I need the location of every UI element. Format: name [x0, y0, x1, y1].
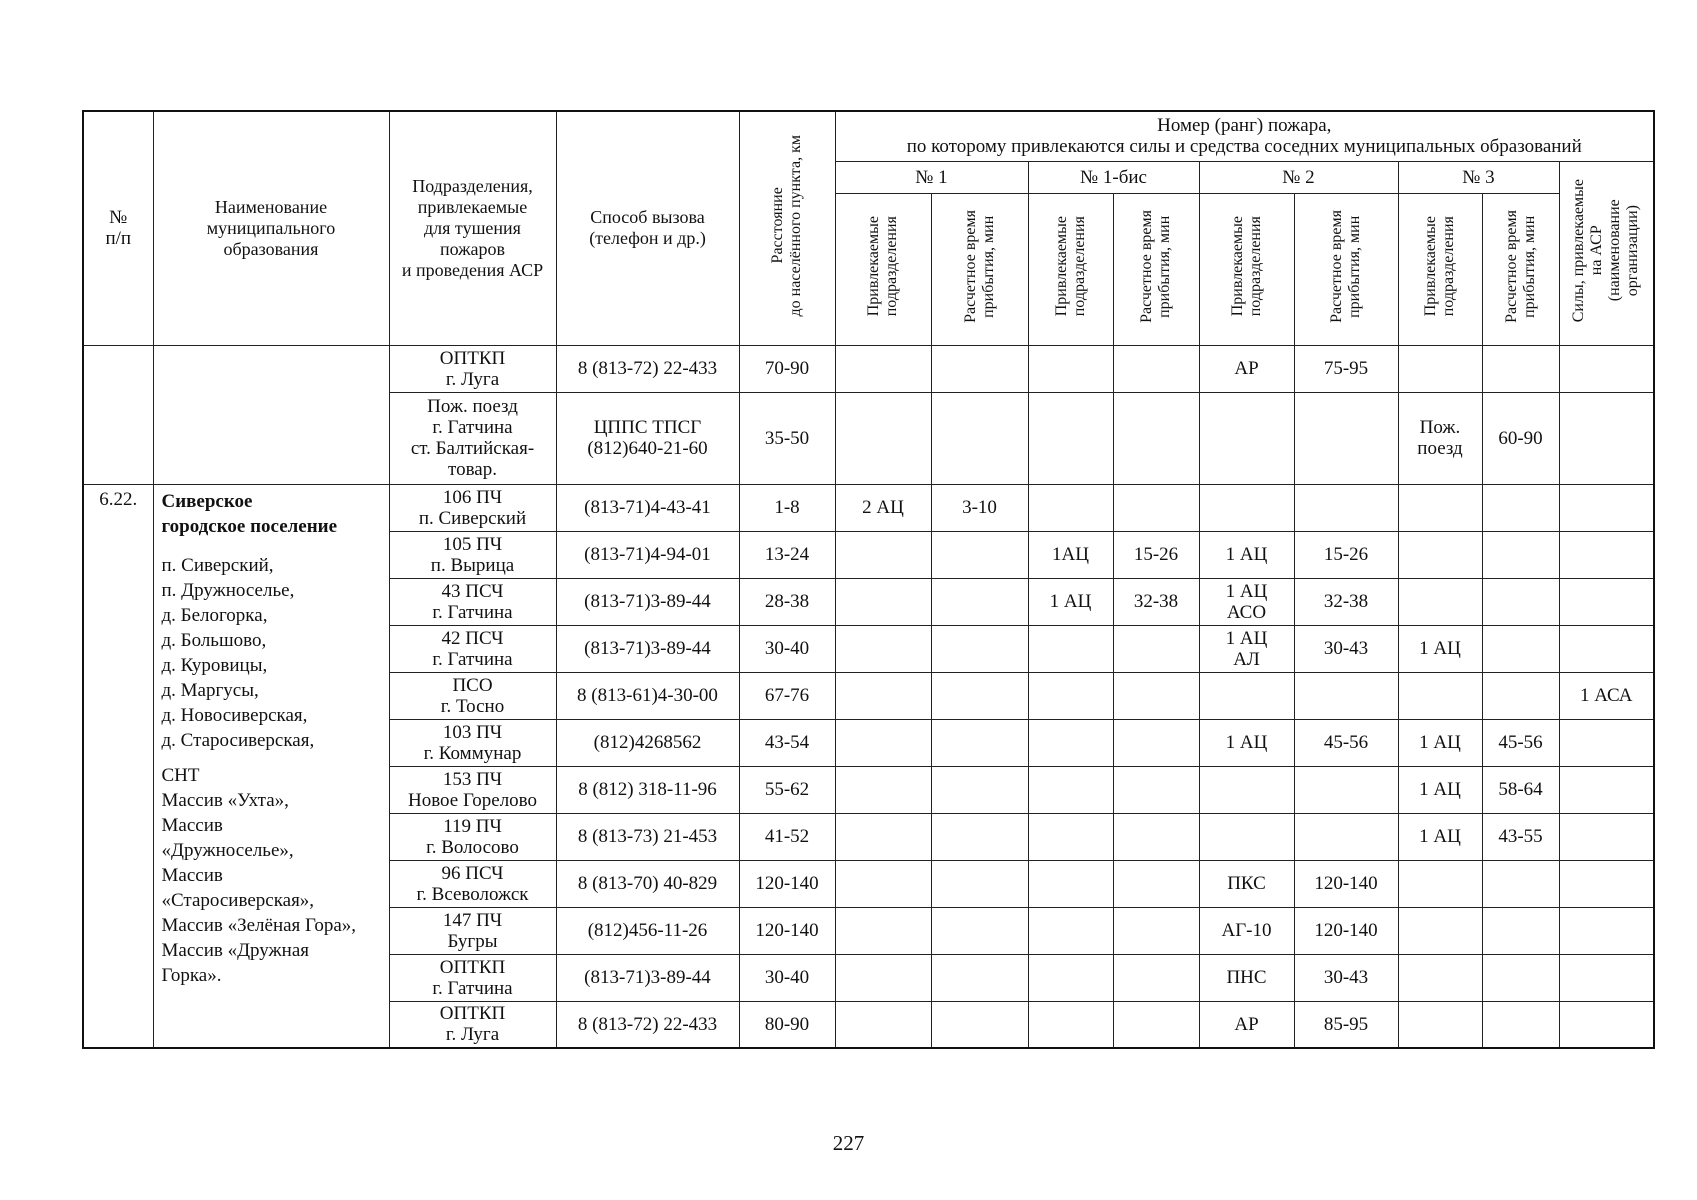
- rank-value-cell: [1199, 392, 1294, 484]
- header-arrival-3: Расчетное время прибытия, мин: [1502, 210, 1538, 323]
- distance-cell: 120-140: [739, 907, 835, 954]
- rank-value-cell: 32-38: [1113, 578, 1199, 625]
- header-engaged-cell: [835, 193, 931, 345]
- rank-value-cell: [931, 907, 1028, 954]
- header-arrival-2: Расчетное время прибытия, мин: [1328, 210, 1363, 323]
- rank-value-cell: [835, 345, 931, 392]
- rank-value-cell: АР: [1199, 1001, 1294, 1048]
- rank-value-cell: [1294, 766, 1398, 813]
- header-units: Подразделения, привлекаемые для тушения пожаров и проведения АСР: [389, 111, 556, 345]
- rank-value-cell: [931, 578, 1028, 625]
- header-arrival-cell: [1294, 193, 1398, 345]
- rank-value-cell: [1559, 625, 1654, 672]
- rank-value-cell: [1482, 484, 1559, 531]
- header-distance-cell: [739, 111, 835, 345]
- rank-value-cell: [1028, 625, 1113, 672]
- header-arrival-1: Расчетное время прибытия, мин: [961, 210, 997, 323]
- rank-value-cell: [1113, 345, 1199, 392]
- rank-value-cell: [931, 672, 1028, 719]
- rank-value-cell: ПКС: [1199, 860, 1294, 907]
- rank-value-cell: [835, 954, 931, 1001]
- rank-value-cell: [1482, 345, 1559, 392]
- header-engaged-cell: [1028, 193, 1113, 345]
- rank-value-cell: 1 АСА: [1559, 672, 1654, 719]
- rank-value-cell: [1113, 813, 1199, 860]
- num-cell-blank: [83, 345, 153, 484]
- rank-value-cell: [1113, 484, 1199, 531]
- mo-cell-blank: [153, 345, 389, 484]
- rank-value-cell: [1199, 766, 1294, 813]
- rank-value-cell: ПНС: [1199, 954, 1294, 1001]
- header-rank-3: № 3: [1398, 161, 1559, 193]
- call-method-cell: (813-71)4-43-41: [556, 484, 739, 531]
- header-engaged-2: Привлекаемые подразделения: [1228, 216, 1264, 317]
- rank-value-cell: [1398, 1001, 1482, 1048]
- rank-value-cell: [1113, 1001, 1199, 1048]
- snt-list: СНТ Массив «Ухта», Массив «Дружноселье», Массив «Старосиверская», Массив «Зелёная Гора», Массив «Дружная Горка».: [161, 764, 357, 986]
- rank-value-cell: [1294, 484, 1398, 531]
- header-engaged-cell: [1398, 193, 1482, 345]
- rank-value-cell: [931, 392, 1028, 484]
- rank-value-cell: 3-10: [931, 484, 1028, 531]
- rank-value-cell: 45-56: [1294, 719, 1398, 766]
- unit-cell: 153 ПЧ Новое Горелово: [389, 766, 556, 813]
- rank-value-cell: 1 АЦ: [1398, 625, 1482, 672]
- distance-cell: 30-40: [739, 954, 835, 1001]
- rank-value-cell: [1113, 672, 1199, 719]
- rank-value-cell: [1398, 484, 1482, 531]
- header-fire-rank: Номер (ранг) пожара, по которому привлекаются силы и средства соседних муниципальных образований: [835, 111, 1654, 161]
- rank-value-cell: [1028, 345, 1113, 392]
- rank-value-cell: [1559, 813, 1654, 860]
- distance-cell: 1-8: [739, 484, 835, 531]
- header-asr-forces-cell: [1559, 161, 1654, 345]
- rank-value-cell: [1113, 766, 1199, 813]
- rank-value-cell: [1482, 672, 1559, 719]
- rank-value-cell: [931, 860, 1028, 907]
- rank-value-cell: [835, 766, 931, 813]
- header-arrival-cell: [1113, 193, 1199, 345]
- rank-value-cell: [1398, 860, 1482, 907]
- rank-value-cell: [1559, 766, 1654, 813]
- header-arrival-1bis: Расчетное время прибытия, мин: [1138, 210, 1173, 323]
- rank-value-cell: [1398, 531, 1482, 578]
- rank-value-cell: [835, 578, 931, 625]
- unit-cell: ОПТКП г. Луга: [389, 1001, 556, 1048]
- header-mo-name: Наименование муниципального образования: [153, 111, 389, 345]
- distance-cell: 35-50: [739, 392, 835, 484]
- section-number: 6.22.: [83, 484, 153, 1048]
- rank-value-cell: [835, 1001, 931, 1048]
- rank-value-cell: 120-140: [1294, 860, 1398, 907]
- rank-value-cell: 43-55: [1482, 813, 1559, 860]
- distance-cell: 67-76: [739, 672, 835, 719]
- rank-value-cell: [1199, 672, 1294, 719]
- rank-value-cell: [1028, 392, 1113, 484]
- settlements-list: п. Сиверский, п. Дружноселье, д. Белогорка, д. Большово, д. Куровицы, д. Маргусы, д. Новосиверская, д. Старосиверская,: [161, 554, 315, 751]
- rank-value-cell: 1 АЦ АСО: [1199, 578, 1294, 625]
- rank-value-cell: [1113, 954, 1199, 1001]
- rank-value-cell: [1559, 719, 1654, 766]
- rank-value-cell: [1028, 954, 1113, 1001]
- distance-cell: 13-24: [739, 531, 835, 578]
- rank-value-cell: [931, 719, 1028, 766]
- unit-cell: 96 ПСЧ г. Всеволожск: [389, 860, 556, 907]
- unit-cell: 105 ПЧ п. Вырица: [389, 531, 556, 578]
- municipality-title: Сиверское городское поселение: [161, 490, 338, 537]
- unit-cell: 119 ПЧ г. Волосово: [389, 813, 556, 860]
- rank-value-cell: АР: [1199, 345, 1294, 392]
- rank-value-cell: [931, 345, 1028, 392]
- rank-value-cell: [1028, 907, 1113, 954]
- page-number: 227: [832, 1131, 865, 1155]
- rank-value-cell: [1482, 1001, 1559, 1048]
- rank-value-cell: 1АЦ: [1028, 531, 1113, 578]
- rank-value-cell: [931, 813, 1028, 860]
- rank-value-cell: [1113, 625, 1199, 672]
- rank-value-cell: [1482, 954, 1559, 1001]
- unit-cell: ОПТКП г. Гатчина: [389, 954, 556, 1001]
- call-method-cell: (813-71)3-89-44: [556, 578, 739, 625]
- header-engaged-1bis: Привлекаемые подразделения: [1052, 216, 1088, 317]
- rank-value-cell: [1199, 484, 1294, 531]
- call-method-cell: (813-71)3-89-44: [556, 625, 739, 672]
- header-engaged-cell: [1199, 193, 1294, 345]
- rank-value-cell: 30-43: [1294, 625, 1398, 672]
- rank-value-cell: [1113, 392, 1199, 484]
- rank-value-cell: [835, 392, 931, 484]
- rank-value-cell: 1 АЦ АЛ: [1199, 625, 1294, 672]
- rank-value-cell: Пож. поезд: [1398, 392, 1482, 484]
- rank-value-cell: [1559, 907, 1654, 954]
- rank-value-cell: [1028, 766, 1113, 813]
- header-arrival-cell: [931, 193, 1028, 345]
- header-num: № п/п: [83, 111, 153, 345]
- call-method-cell: 8 (812) 318-11-96: [556, 766, 739, 813]
- call-method-cell: ЦППС ТПСГ (812)640-21-60: [556, 392, 739, 484]
- rank-value-cell: [1482, 578, 1559, 625]
- rank-value-cell: [1482, 907, 1559, 954]
- rank-value-cell: 120-140: [1294, 907, 1398, 954]
- unit-cell: 147 ПЧ Бугры: [389, 907, 556, 954]
- rank-value-cell: [1028, 672, 1113, 719]
- rank-value-cell: 60-90: [1482, 392, 1559, 484]
- rank-value-cell: [1028, 484, 1113, 531]
- call-method-cell: (812)4268562: [556, 719, 739, 766]
- rank-value-cell: [835, 719, 931, 766]
- header-arrival-cell: [1482, 193, 1559, 345]
- header-rank-1: № 1: [835, 161, 1028, 193]
- distance-cell: 120-140: [739, 860, 835, 907]
- municipality-cell: [153, 484, 389, 1048]
- rank-value-cell: [835, 907, 931, 954]
- call-method-cell: (813-71)4-94-01: [556, 531, 739, 578]
- rank-value-cell: 32-38: [1294, 578, 1398, 625]
- rank-value-cell: [931, 531, 1028, 578]
- rank-value-cell: [931, 954, 1028, 1001]
- header-call-method: Способ вызова (телефон и др.): [556, 111, 739, 345]
- unit-cell: Пож. поезд г. Гатчина ст. Балтийская- товар.: [389, 392, 556, 484]
- rank-value-cell: [1028, 1001, 1113, 1048]
- rank-value-cell: [1398, 954, 1482, 1001]
- unit-cell: ОПТКП г. Луга: [389, 345, 556, 392]
- distance-cell: 80-90: [739, 1001, 835, 1048]
- unit-cell: 103 ПЧ г. Коммунар: [389, 719, 556, 766]
- rank-value-cell: [1398, 672, 1482, 719]
- rank-value-cell: 75-95: [1294, 345, 1398, 392]
- rank-value-cell: [1199, 813, 1294, 860]
- rank-value-cell: 85-95: [1294, 1001, 1398, 1048]
- call-method-cell: 8 (813-61)4-30-00: [556, 672, 739, 719]
- rank-value-cell: 58-64: [1482, 766, 1559, 813]
- rank-value-cell: [835, 813, 931, 860]
- rank-value-cell: [1559, 484, 1654, 531]
- rank-value-cell: [1482, 625, 1559, 672]
- call-method-cell: (812)456-11-26: [556, 907, 739, 954]
- rank-value-cell: [1113, 907, 1199, 954]
- fire-forces-table: [82, 110, 1655, 1049]
- call-method-cell: 8 (813-70) 40-829: [556, 860, 739, 907]
- header-rank-2: № 2: [1199, 161, 1398, 193]
- rank-value-cell: [1559, 578, 1654, 625]
- rank-value-cell: [1294, 672, 1398, 719]
- rank-value-cell: 1 АЦ: [1028, 578, 1113, 625]
- table-row: [83, 484, 1654, 531]
- unit-cell: 43 ПСЧ г. Гатчина: [389, 578, 556, 625]
- rank-value-cell: [1028, 813, 1113, 860]
- rank-value-cell: [1559, 392, 1654, 484]
- table-row: [83, 345, 1654, 392]
- rank-value-cell: 15-26: [1294, 531, 1398, 578]
- rank-value-cell: [931, 625, 1028, 672]
- rank-value-cell: 30-43: [1294, 954, 1398, 1001]
- rank-value-cell: 1 АЦ: [1398, 766, 1482, 813]
- rank-value-cell: [1113, 860, 1199, 907]
- rank-value-cell: АГ-10: [1199, 907, 1294, 954]
- rank-value-cell: [835, 625, 931, 672]
- rank-value-cell: [835, 672, 931, 719]
- rank-value-cell: 1 АЦ: [1199, 531, 1294, 578]
- rank-value-cell: [1559, 954, 1654, 1001]
- distance-cell: 70-90: [739, 345, 835, 392]
- rank-value-cell: [1559, 860, 1654, 907]
- rank-value-cell: 15-26: [1113, 531, 1199, 578]
- rank-value-cell: [1113, 719, 1199, 766]
- rank-value-cell: [931, 1001, 1028, 1048]
- rank-value-cell: 2 АЦ: [835, 484, 931, 531]
- header-asr-forces: Силы, привлекаемые на АСР (наименование организации): [1570, 178, 1642, 323]
- rank-value-cell: [1294, 813, 1398, 860]
- rank-value-cell: [1398, 578, 1482, 625]
- unit-cell: 106 ПЧ п. Сиверский: [389, 484, 556, 531]
- call-method-cell: (813-71)3-89-44: [556, 954, 739, 1001]
- unit-cell: 42 ПСЧ г. Гатчина: [389, 625, 556, 672]
- rank-value-cell: [1294, 392, 1398, 484]
- rank-value-cell: [1482, 531, 1559, 578]
- rank-value-cell: 1 АЦ: [1199, 719, 1294, 766]
- rank-value-cell: 1 АЦ: [1398, 719, 1482, 766]
- rank-value-cell: [1398, 345, 1482, 392]
- distance-cell: 28-38: [739, 578, 835, 625]
- rank-value-cell: 45-56: [1482, 719, 1559, 766]
- distance-cell: 30-40: [739, 625, 835, 672]
- rank-value-cell: 1 АЦ: [1398, 813, 1482, 860]
- call-method-cell: 8 (813-72) 22-433: [556, 1001, 739, 1048]
- rank-value-cell: [1482, 860, 1559, 907]
- rank-value-cell: [1559, 1001, 1654, 1048]
- distance-cell: 43-54: [739, 719, 835, 766]
- distance-cell: 41-52: [739, 813, 835, 860]
- rank-value-cell: [1559, 345, 1654, 392]
- rank-value-cell: [1398, 907, 1482, 954]
- rank-value-cell: [835, 860, 931, 907]
- rank-value-cell: [835, 531, 931, 578]
- rank-value-cell: [1028, 719, 1113, 766]
- header-engaged-1: Привлекаемые подразделения: [865, 216, 900, 317]
- rank-value-cell: [1559, 531, 1654, 578]
- unit-cell: ПСО г. Тосно: [389, 672, 556, 719]
- call-method-cell: 8 (813-73) 21-453: [556, 813, 739, 860]
- header-engaged-3: Привлекаемые подразделения: [1422, 216, 1457, 317]
- call-method-cell: 8 (813-72) 22-433: [556, 345, 739, 392]
- table-body: [83, 345, 1654, 1048]
- header-distance: Расстояние до населённого пункта, км: [769, 135, 804, 317]
- header-rank-1bis: № 1-бис: [1028, 161, 1199, 193]
- rank-value-cell: [1028, 860, 1113, 907]
- rank-value-cell: [931, 766, 1028, 813]
- distance-cell: 55-62: [739, 766, 835, 813]
